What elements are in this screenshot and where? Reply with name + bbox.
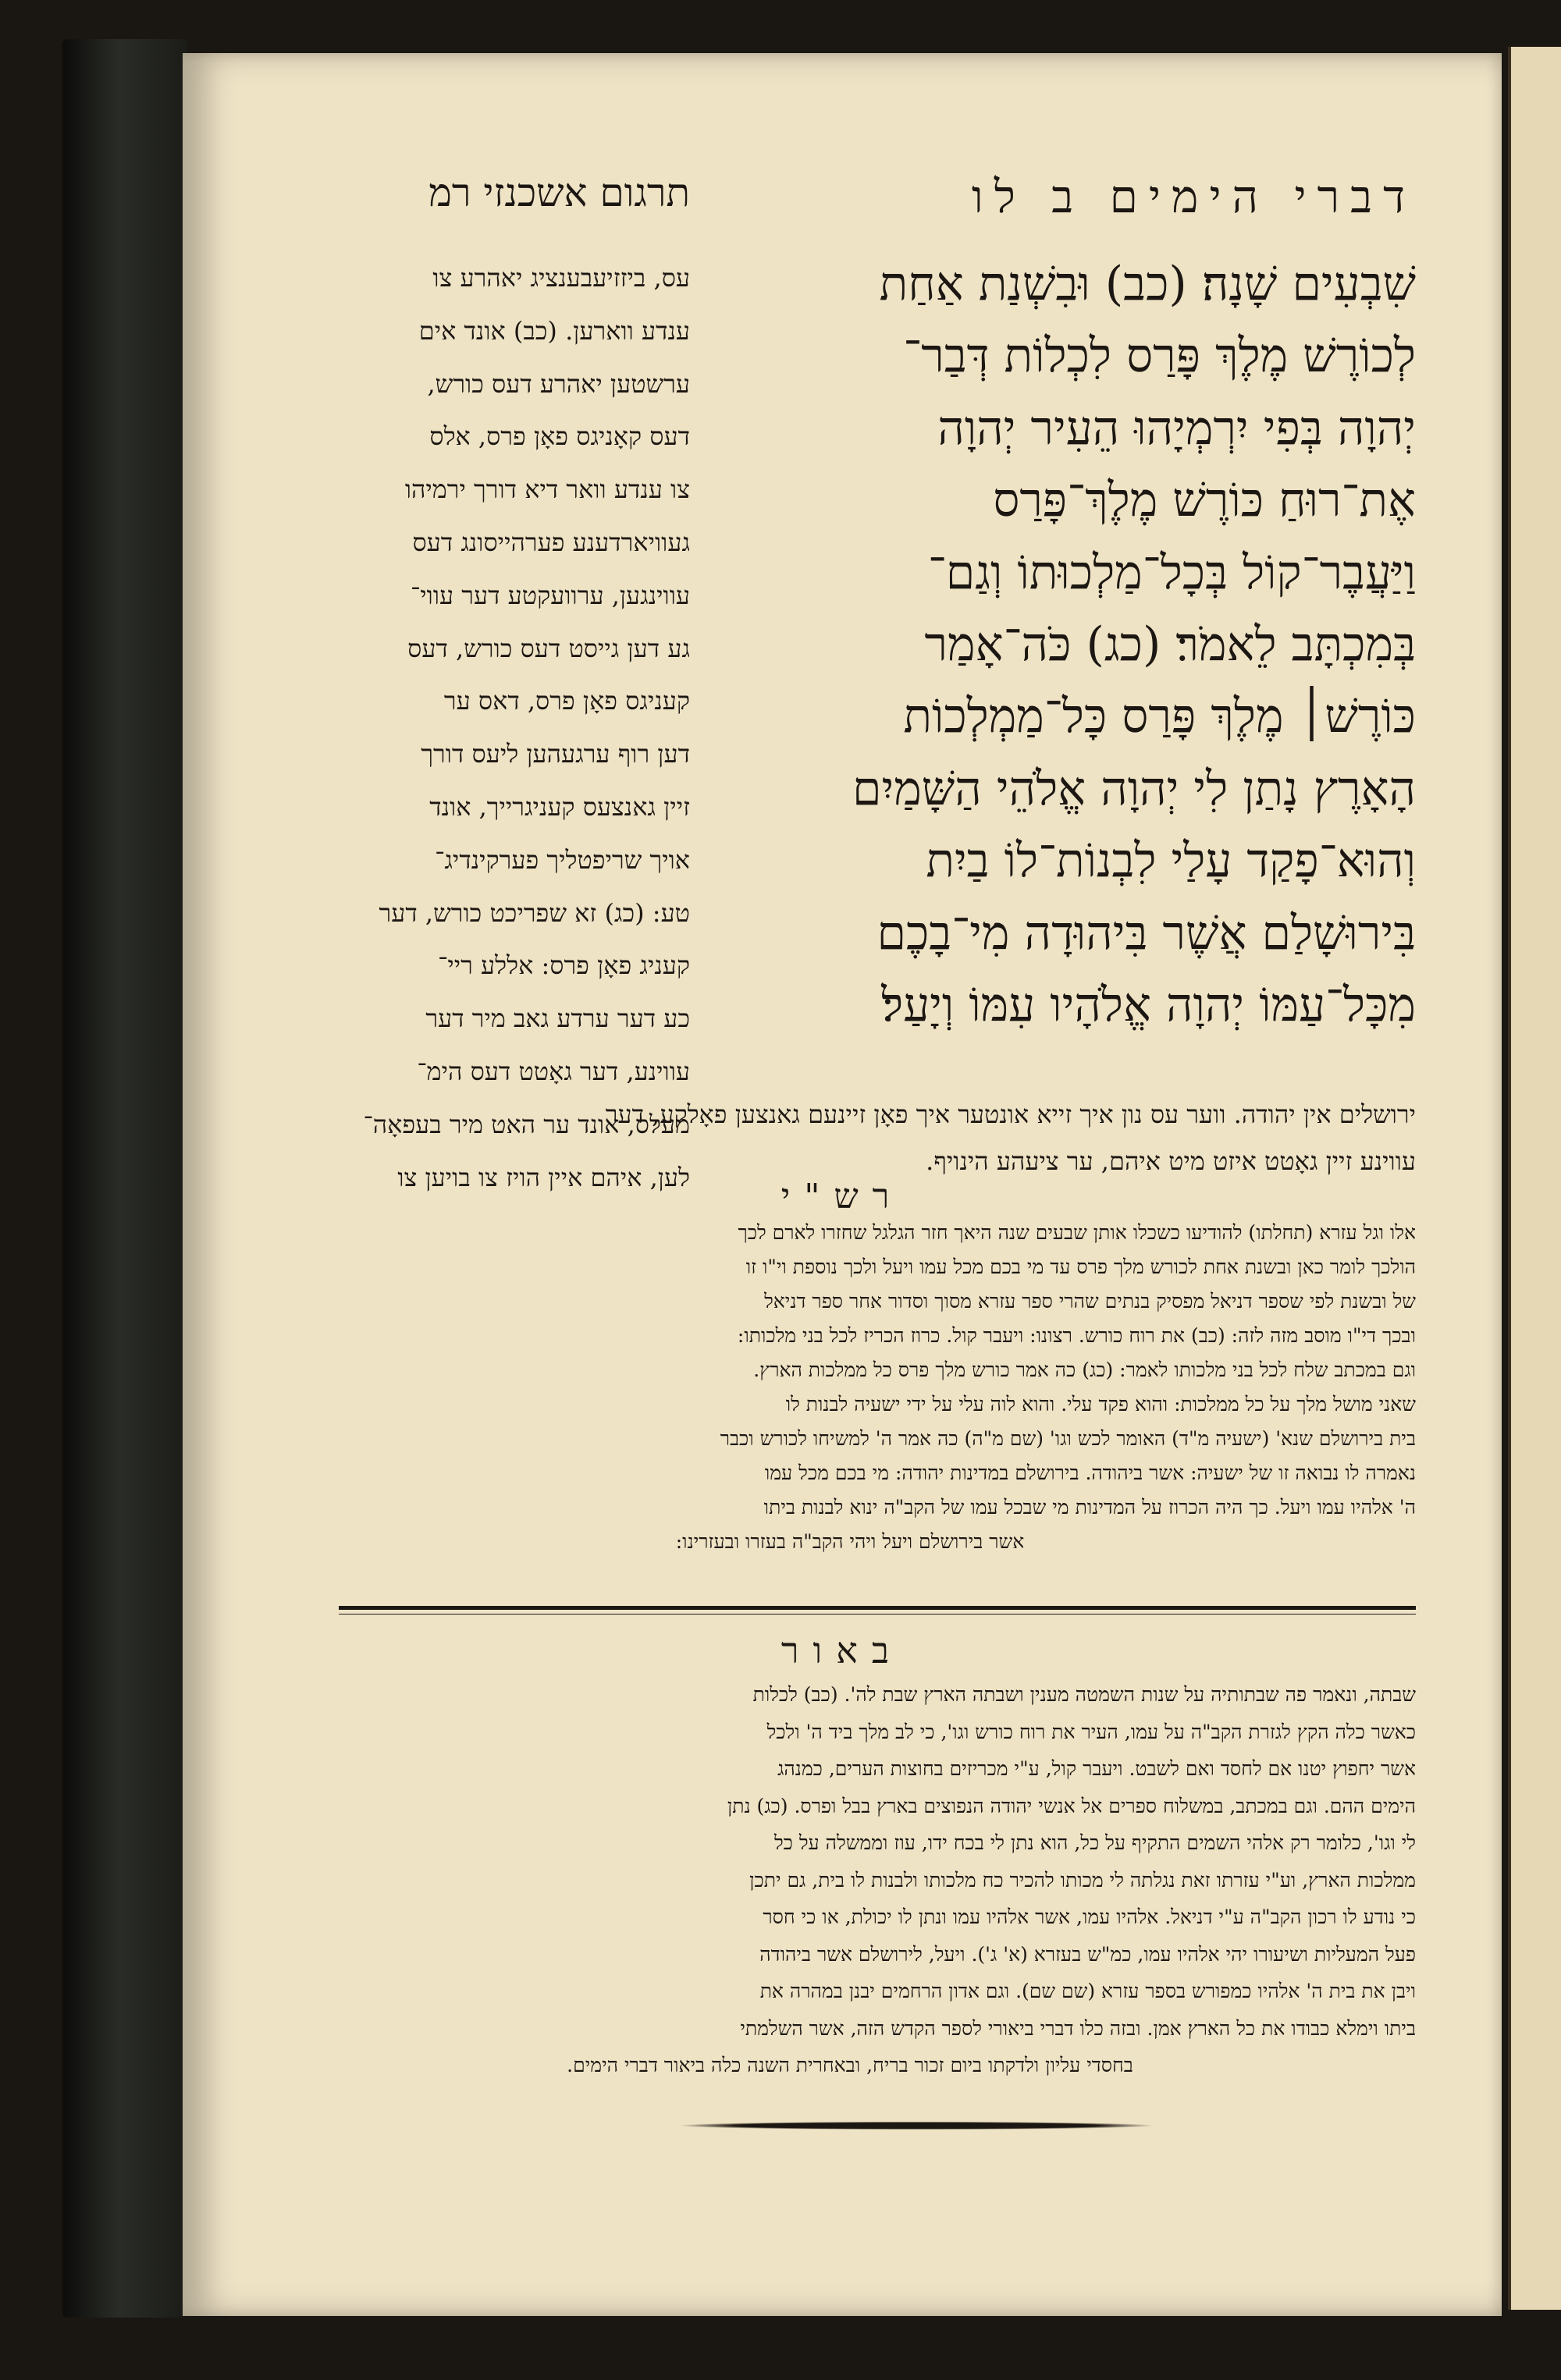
main-text-line: וַיַּעֲבֶר־קוֹל בְּכָל־מַלְכוּתוֹ וְגַם־ [927, 545, 1416, 600]
book-page [183, 53, 1502, 2316]
targum-line: כע דער ערדע גאב מיר דער [425, 1004, 690, 1034]
hebrew-main-text [745, 248, 1416, 1041]
rashi-line: שאני מושל מלך על כל ממלכות: והוא פקד עלי. והוא לוה עלי על ידי ישעיה לבנות לו [785, 1393, 1416, 1416]
main-text-line: אֶת־רוּחַ כּוֹרֶשׁ מֶלֶךְ־פָּרַס [993, 473, 1416, 528]
targum-line: אויך שריפטליך פערקינדיג־ [435, 844, 690, 875]
biur-line: ממלכות הארץ, וע"י עזרתו זאת נגלתה לי מכותו להכיר כח מלכותו ולבנות לו בית, גם יתכן [749, 1868, 1416, 1892]
targum-column [284, 252, 690, 1204]
rashi-heading: רש"י [780, 1177, 904, 1217]
targum-line: זיין גאנצעס קעניגרייך, אונד [429, 791, 690, 822]
biur-line: שבתה, ונאמר פה שבתותיה על שנות השמטה מענין ושבתה הארץ שבת לה'. (כב) לכלות [752, 1683, 1416, 1706]
targum-line: קעניגס פאָן פרס, דאס ער [443, 686, 690, 716]
rashi-line: של ובשנת לפי שספר דניאל מפסיק בנתים שהרי ספר עזרא מסוך וסדור אחר ספר דניאל [764, 1290, 1416, 1313]
targum-line: מעלס, אונד ער האט מיר בעפאָה־ [363, 1109, 690, 1139]
biur-line: לי וגו', כלומר רק אלהי השמים התקיף על כל, הוא נתן לי בכח ידו, עוז וממשלה על כל [773, 1831, 1416, 1854]
rashi-line: בית בירושלם שנא' (ישעיה מ"ד) האומר לכש וגו' (שם מ"ה) כה אמר ה' למשיחו לכורש וכבר [720, 1427, 1416, 1450]
biur-line: בחסדי עליון ולדקתו ביום זכור בריח, ובאחרית השנה כלה ביאור דברי הימים. [567, 2054, 1133, 2076]
rashi-line: הולכך לומר כאן ובשנת אחת לכורש מלך פרס עד מי בכם מכל עמו ויעל ולכך נוספת וי"ו זו [745, 1256, 1416, 1278]
targum-line: טע: (כג) זא שפריכט כורש, דער [379, 897, 690, 928]
main-text-line: בְּמִכְתָּב לֵאמֹר׃ (כג) כֹּה־אָמַר [924, 617, 1416, 673]
end-ornament-rule [682, 2122, 1150, 2130]
targum-line: דען רוף ערגעהען ליעס דורך [421, 739, 690, 769]
main-text-line: לְכוֹרֶשׁ מֶלֶךְ פָּרַס לִכְלוֹת דְּבַר־ [903, 329, 1416, 384]
biur-line: פעל המעליות ושיעורו יהי אלהיו עמו, כמ"ש בעזרא (א' ג'). ויעל, לירושלם אשר ביהודה [759, 1942, 1416, 1966]
continuation-line: ירושלים אין יהודה. ווער עס נון איך זייא אונטער איך פאָן זיינעם גאנצען פאָלקע, דער [605, 1099, 1416, 1129]
main-text-line: מִכָּל־עַמּוֹ יְהוָה אֱלֹהָיו עִמּוֹ וְיָעַל׃ [881, 978, 1416, 1033]
targum-line: עווינע, דער גאָטט דעס הימ־ [417, 1056, 690, 1086]
biur-line: אשר יחפוץ יטנו אם לחסד ואם לשבט. ויעבר קול, ע"י מכריזים בחוצות הערים, כמנהג [777, 1757, 1416, 1780]
rashi-line: אלו וגל עזרא (תחלתו) להודיעו כשכלו אותן שבעים שנה היאך חזר הגלגל שחזרו לארם לכך [738, 1221, 1416, 1244]
biur-commentary [284, 1676, 1416, 2084]
continuation-line: עווינע זיין גאָטט איזט מיט איהם, ער ציעהע הינויף. [926, 1146, 1416, 1176]
targum-line: דעס קאָניגס פאָן פרס, אלס [429, 421, 690, 452]
book-binding [62, 39, 187, 2318]
biur-line: הימים ההם. וגם במכתב, במשלוח ספרים אל אנשי יהודה הנפוצים בארץ בבל ופרס. (כג) נתן [727, 1794, 1416, 1817]
running-header-book-title: דברי הימים ב לו [971, 170, 1416, 223]
targum-line: ענדע ווארען. (כב) אונד אים [418, 315, 690, 346]
section-divider-rule [339, 1606, 1416, 1610]
targum-line: עס, ביזזיעבענציג יאהרע צו [432, 263, 690, 293]
targum-continuation [284, 1091, 1416, 1185]
rashi-commentary [284, 1216, 1416, 1559]
rashi-line: אשר בירושלם ויעל ויהי הקב"ה בעזרו ובעזרינו: [675, 1530, 1025, 1553]
biur-heading: באור [780, 1629, 904, 1671]
main-text-line: וְהוּא־פָקַד עָלַי לִבְנוֹת־לוֹ בַיִת [926, 833, 1416, 889]
targum-line: גע דען גייסט דעס כורש, דעס [407, 633, 690, 663]
biur-line: כאשר כלה הקץ לגזרת הקב"ה על עמו, העיר את רוח כורש וגו', כי לב מלך ביד ה' ולכל [766, 1720, 1416, 1743]
targum-line: ערשטען יאהרע דעס כורש, [427, 368, 690, 399]
main-text-line: כּוֹרֶשׁ׀ מֶלֶךְ פָּרַס כָּל־מַמְלְכוֹת [903, 689, 1416, 744]
targum-line: לען, איהם איין הויז צו בויען צו [397, 1162, 690, 1192]
main-text-line: יְהוָה בְּפִי יִרְמְיָהוּ הֵעִיר יְהוָה [937, 400, 1416, 456]
running-header-targum-title: תרגום אשכנזי רמ [428, 170, 690, 215]
main-text-line: שִׁבְעִים שָׁנָה׃ (כב) וּבִשְׁנַת אַחַת [879, 257, 1416, 311]
main-text-line: בִּירוּשָׁלַם אֲשֶׁר בִּיהוּדָה מִי־בָכֶם [877, 905, 1416, 961]
rashi-line: וגם במכתב שלח לכל בני מלכותו לאמר: (כג) כה אמר כורש מלך פרס כל ממלכות הארץ. [753, 1359, 1416, 1381]
targum-line: צו ענדע וואר דיא דורך ירמיהו [404, 474, 690, 505]
main-text-line: הָאָרֶץ נָתַן לִי יְהוָה אֱלֹהֵי הַשָּׁמַיִם [852, 761, 1416, 816]
biur-line: כי נודע לו רכון הקב"ה ע"י דניאל. אלהיו עמו, אשר אלהיו עמו ונתן לו יכולת, או כי חסר [763, 1906, 1416, 1928]
targum-line: עווינגען, ערוועקטע דער עווי־ [410, 580, 690, 610]
targum-line: געוויארדענע פערהייסונג דעס [412, 527, 690, 557]
biur-line: ויבן את בית ה' אלהיו כמפורש בספר עזרא (שם שם). וגם אדון הרחמים יבנן במהרה את [759, 1980, 1416, 2002]
rashi-line: ה' אלהיו עמו ויעל. כך היה הכרוז על המדינות מי שבכל עמו של הקב"ה ינוא לבנות ביתו [763, 1496, 1416, 1519]
adjacent-page-edge [1508, 47, 1561, 2310]
targum-line: קעניג פאָן פרס: אללע ריי־ [438, 950, 690, 981]
rashi-line: נאמרה לו נבואה זו של ישעיה: אשר ביהודה. בירושלם במדינות יהודה: מי בכם מכל עמו [764, 1462, 1416, 1484]
biur-line: ביתו וימלא כבודו את כל הארץ אמן. ובזה כלו דברי ביאורי לספר הקדש הזה, אשר השלמתי [740, 2016, 1416, 2040]
rashi-line: ובכך די"ו מוסב מזה לזה: (כב) את רוח כורש. רצונו: ויעבר קול. כרוז הכריז לכל בני מלכותו: [737, 1324, 1416, 1347]
